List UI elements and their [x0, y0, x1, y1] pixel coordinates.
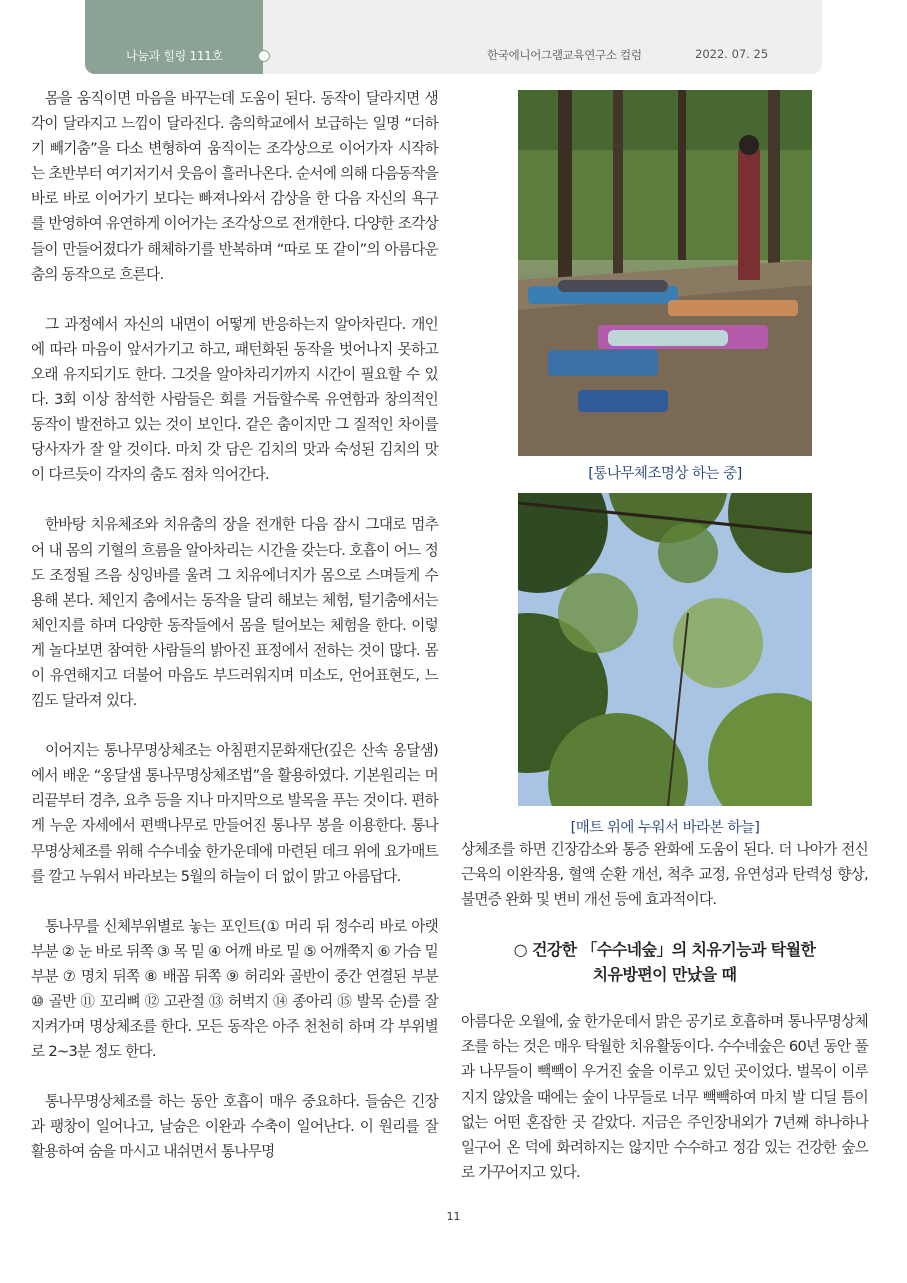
right-column — [461, 837, 868, 1210]
photo-caption: [매트 위에 누워서 바라본 하늘] — [570, 820, 760, 836]
left-column — [31, 86, 438, 1190]
paragraph: 통나무를 신체부위별로 놓는 포인트(① 머리 뒤 정수리 바로 아랫부분 ② 눈 바로 뒤쪽 ③ 목 밑 ④ 어깨 바로 밑 ⑤ 어깨쭉지 ⑥ 가슴 밑부분 ⑦ 명치 뒤쪽 ⑧ 배꼽 뒤쪽 ⑨ 허리와 골반이 중간 연결된 부분 ⑩ 골반 ⑪ 꼬리뼈 ⑫ 고관절 ⑬ 허벅지 ⑭ 종아리 ⑮ 발목 순)를 잘 지켜가며 명상체조를 한다. 모든 동작은 아주 천천히 하며 각 부위별로 2~3분 정도 한다. — [31, 917, 438, 1061]
column-label: 한국에니어그램교육연구소 컬럼 — [487, 48, 642, 62]
sky-photo — [518, 493, 812, 806]
date-label: 2022. 07. 25 — [695, 47, 769, 61]
header-dot-icon — [258, 50, 270, 62]
paragraph: 몸을 움직이면 마음을 바꾸는데 도움이 된다. 동작이 달라지면 생각이 달라지고 느낌이 달라진다. 춤의학교에서 보급하는 일명 “더하기 빼기춤”을 다소 변형하여 움직이는 조각상으로 이어가자 시작하는 초반부터 여기저기서 웃음이 흘러나온다. 순서에 의해 다음동작을 바로 바로 이어가기 보다는 빠져나와서 감상을 한 다음 자신의 욕구를 반영하여 유연하게 이어가는 조각상으로 전개한다. 다양한 조각상들이 만들어졌다가 해체하기를 반복하며 “따로 또 같이”의 아름다운 춤의 동작으로 흐른다. — [31, 90, 438, 283]
paragraph: 통나무명상체조를 하는 동안 호흡이 매우 중요하다. 들숨은 긴장과 팽창이 일어나고, 날숨은 이완과 수축이 일어난다. 이 원리를 잘 활용하여 숨을 마시고 내쉬면서 통나무명 — [31, 1093, 438, 1161]
heading-line: 치유방편이 만났을 때 — [592, 965, 737, 985]
page-number: 11 — [446, 1210, 461, 1223]
meditation-photo — [518, 90, 812, 456]
issue-label: 나눔과 힐링 111호 — [126, 49, 223, 63]
paragraph: 그 과정에서 자신의 내면이 어떻게 반응하는지 알아차린다. 개인에 따라 마음이 앞서가기고 하고, 패턴화된 동작을 벗어나지 못하고 오래 유지되기도 한다. 그것을 알아차리기까지 시간이 필요할 수 있다. 3회 이상 참석한 사람들은 회를 거듭할수록 유연함과 창의적인 동작이 발전하고 있는 것이 보인다. 같은 춤이지만 그 질적인 차이를 당사자가 잘 알 것이다. 마치 갓 담은 김치의 맛과 숙성된 김치의 맛이 다르듯이 각자의 춤도 점차 익어간다. — [31, 315, 438, 484]
paragraph: 상체조를 하면 긴장감소와 통증 완화에 도움이 된다. 더 나아가 전신근육의 이완작용, 혈액 순환 개선, 척추 교정, 유연성과 탄력성 향상, 불면증 완화 및 변비 개선 등에 효과적이다. — [461, 841, 868, 909]
photo-caption: [통나무체조명상 하는 중] — [588, 466, 742, 482]
paragraph: 이어지는 통나무명상체조는 아침편지문화재단(깊은 산속 옹달샘)에서 배운 “옹달샘 통나무명상체조법”을 활용하였다. 기본원리는 머리끝부터 경추, 요추 등을 지나 마지막으로 발목을 푸는 것이다. 편하게 누운 자세에서 편백나무로 만들어진 통나무 봉을 이용한다. 통나무명상체조를 위해 수수네숲 한가운데에 마련된 데크 위에 요가매트를 깔고 누워서 바라보는 5월의 하늘이 더 없이 맑고 아름답다. — [31, 742, 438, 885]
paragraph: 한바탕 치유체조와 치유춤의 장을 전개한 다음 잠시 그대로 멈추어 내 몸의 기혈의 흐름을 알아차리는 시간을 갖는다. 호흡이 어느 정도 조정될 즈음 싱잉바를 울려 그 치유에너지가 몸으로 스며들게 수용해 본다. 체인지 춤에서는 동작을 달리 해보는 체험, 털기춤에서는 체인지를 하며 다양한 동작들에서 몸을 털어보는 체험을 한다. 이렇게 놀다보면 참여한 사람들의 밝아진 표정에서 전하는 것이 많다. 몸이 유연해지고 더불어 마음도 부드러워지며 미소도, 언어표현도, 느낌도 달라져 있다. — [31, 516, 438, 710]
paragraph: 아름다운 오월에, 숲 한가운데서 맑은 공기로 호흡하며 통나무명상체조를 하는 것은 매우 탁월한 치유활동이다. 수수네숲은 60년 동안 풀과 나무들이 빽빽이 우거진 숲을 이루고 있던 곳이었다. 벌목이 이루지지 않았을 때에는 숲이 나무들로 너무 빽빽하여 마치 발 디딜 틈이 없는 어떤 혼잡한 곳 같았다. 지금은 주인장내외가 7년째 하나하나 일구어 온 덕에 화려하지는 않지만 수수하고 정감 있는 건강한 숲으로 가꾸어지고 있다. — [461, 1013, 868, 1181]
heading-line: ○ 건강한 「수수네숲」의 치유기능과 탁월한 — [513, 940, 816, 960]
section-heading — [461, 937, 868, 987]
